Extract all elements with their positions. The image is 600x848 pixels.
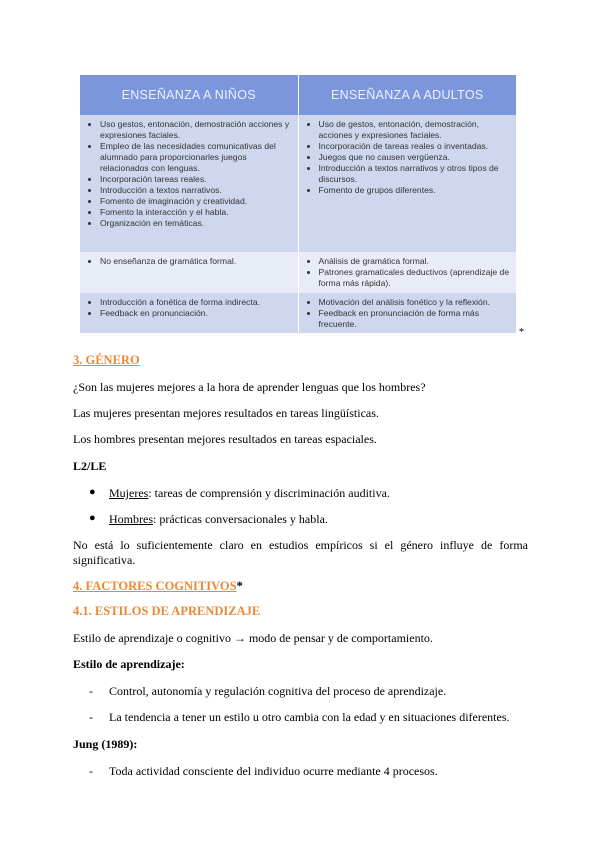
header-children: ENSEÑANZA A NIÑOS: [80, 75, 298, 115]
jung-item: Toda actividad consciente del individuo ocurre mediante 4 procesos.: [109, 764, 438, 778]
bullet-list: [84, 256, 294, 267]
bullet-list: [84, 119, 294, 229]
bullet-dot: ●: [89, 512, 96, 524]
style-item: Control, autonomía y regulación cognitiva del proceso de aprendizaje.: [109, 684, 447, 698]
list-item: • Juegos que no causen vergüenza.: [319, 152, 513, 163]
section3-conclusion: [73, 538, 528, 568]
table-row: [80, 293, 516, 333]
list-item: • Empleo de las necesidades comunicativas del alumnado para proporcionarles juegos relacionados con lenguas.: [100, 141, 294, 174]
learning-style-definition: Estilo de aprendizaje o cognitivo → modo de pensar y de comportamiento.: [73, 631, 433, 645]
bullet-list: [303, 119, 513, 196]
bullet-women: [109, 486, 390, 501]
cell-children: [80, 293, 298, 333]
style-label: Estilo de aprendizaje:: [73, 657, 185, 671]
table-row: [80, 115, 516, 252]
jung-label: Jung (1989):: [73, 737, 138, 751]
dash-bullet: -: [89, 684, 93, 698]
list-item: • Uso de gestos, entonación, demostración, acciones y expresiones faciales.: [319, 119, 513, 141]
table-asterisk: *: [519, 327, 524, 338]
bullet-list: [84, 297, 294, 319]
bullet-list: [303, 297, 513, 330]
cell-adults: [298, 252, 516, 293]
bullet-women-text: : tareas de comprensión y discriminación auditiva.: [148, 486, 390, 500]
section4-heading-mark: *: [236, 579, 243, 593]
list-item: • Incorporación tareas reales.: [100, 174, 294, 185]
section41-heading: 4.1. ESTILOS DE APRENDIZAJE: [73, 604, 261, 618]
section3-p2: Los hombres presentan mejores resultados en tareas espaciales.: [73, 432, 377, 446]
list-item: • Fomento de grupos diferentes.: [319, 185, 513, 196]
list-item: • Análisis de gramática formal.: [319, 256, 513, 267]
header-adults: ENSEÑANZA A ADULTOS: [298, 75, 516, 115]
section3-heading: 3. GÉNERO: [73, 353, 140, 367]
list-item: • Organización en temáticas.: [100, 218, 294, 229]
list-item: • Motivación del análisis fonético y la reflexión.: [319, 297, 513, 308]
table-header-row: [80, 75, 516, 115]
bullet-men: [109, 512, 328, 527]
comparison-table: [80, 75, 516, 333]
cell-adults: [298, 293, 516, 333]
bullet-men-text: : prácticas conversacionales y habla.: [153, 512, 328, 526]
table-row: [80, 252, 516, 293]
bullet-dot: ●: [89, 486, 96, 498]
list-item: • Introducción a textos narrativos y otros tipos de discursos.: [319, 163, 513, 185]
list-item: • No enseñanza de gramática formal.: [100, 256, 294, 267]
dash-bullet: -: [89, 764, 93, 778]
section4-heading-text: 4. FACTORES COGNITIVOS: [73, 579, 237, 593]
dash-bullet: -: [89, 710, 93, 724]
section3-p1: Las mujeres presentan mejores resultados en tareas lingüísticas.: [73, 406, 379, 420]
cell-adults: [298, 115, 516, 252]
list-item: • Fomento de imaginación y creatividad.: [100, 196, 294, 207]
term-men: Hombres: [109, 512, 153, 526]
section3-subheading: L2/LE: [73, 459, 107, 473]
list-item: • Patrones gramaticales deductivos (aprendizaje de forma más rápida).: [319, 267, 513, 289]
term-women: Mujeres: [109, 486, 149, 500]
bullet-list: [303, 256, 513, 289]
cell-children: [80, 252, 298, 293]
list-item: • Introducción a textos narrativos.: [100, 185, 294, 196]
list-item: • Feedback en pronunciación de forma más frecuente.: [319, 308, 513, 330]
conclusion-text: No está lo suficientemente claro en estudios empíricos si el género influye de forma significativa.: [73, 538, 528, 567]
cell-children: [80, 115, 298, 252]
section3-question: ¿Son las mujeres mejores a la hora de aprender lenguas que los hombres?: [73, 380, 426, 394]
list-item: • Fomento la interacción y el habla.: [100, 207, 294, 218]
list-item: • Uso gestos, entonación, demostración acciones y expresiones faciales.: [100, 119, 294, 141]
section4-heading: [73, 579, 243, 594]
style-item: La tendencia a tener un estilo u otro cambia con la edad y en situaciones diferentes.: [109, 710, 510, 724]
list-item: • Feedback en pronunciación.: [100, 308, 294, 319]
list-item: • Introducción a fonética de forma indirecta.: [100, 297, 294, 308]
list-item: • Incorporación de tareas reales o inventadas.: [319, 141, 513, 152]
